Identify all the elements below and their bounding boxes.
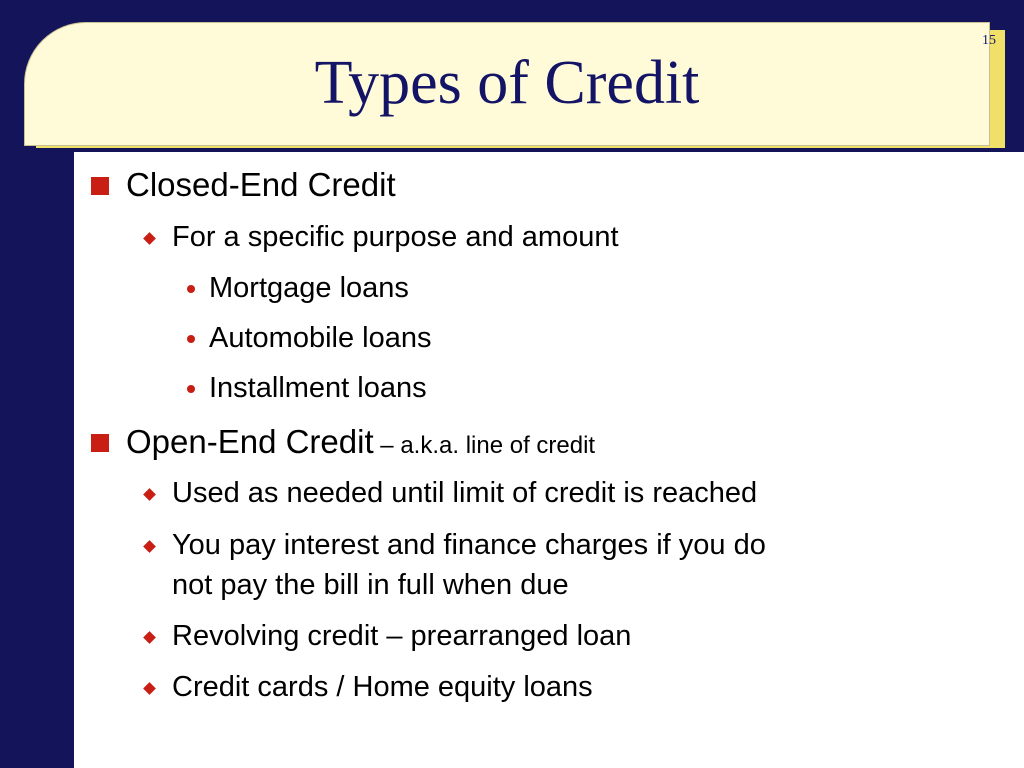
diamond-bullet-icon bbox=[143, 540, 156, 553]
diamond-bullet-icon bbox=[143, 488, 156, 501]
bullet-closed-end-credit: Closed-End Credit bbox=[126, 166, 396, 203]
slide-title: Types of Credit bbox=[314, 49, 700, 117]
dot-bullet-icon bbox=[187, 385, 195, 393]
slide-number: 15 bbox=[982, 33, 996, 48]
dot-bullet-icon bbox=[187, 285, 195, 293]
example-installment-loans: Installment loans bbox=[209, 372, 427, 404]
diamond-bullet-icon bbox=[143, 682, 156, 695]
subbullet-interest-finance: You pay interest and finance charges if you do bbox=[172, 529, 766, 561]
subbullet-used-as-needed: Used as needed until limit of credit is reached bbox=[172, 477, 758, 509]
square-bullet-icon bbox=[91, 177, 109, 195]
subbullet-specific-purpose: For a specific purpose and amount bbox=[172, 221, 619, 253]
dot-bullet-icon bbox=[187, 335, 195, 343]
open-end-suffix: – a.k.a. line of credit bbox=[373, 432, 596, 459]
open-end-heading: Open-End Credit bbox=[126, 423, 374, 460]
diamond-bullet-icon bbox=[143, 232, 156, 245]
example-mortgage-loans: Mortgage loans bbox=[209, 272, 409, 304]
bullet-open-end-credit bbox=[126, 423, 595, 465]
subbullet-revolving-credit: Revolving credit – prearranged loan bbox=[172, 620, 632, 652]
example-automobile-loans: Automobile loans bbox=[209, 322, 432, 354]
subbullet-interest-finance-cont: not pay the bill in full when due bbox=[172, 569, 569, 601]
subbullet-credit-cards: Credit cards / Home equity loans bbox=[172, 671, 593, 703]
diamond-bullet-icon bbox=[143, 631, 156, 644]
square-bullet-icon bbox=[91, 434, 109, 452]
